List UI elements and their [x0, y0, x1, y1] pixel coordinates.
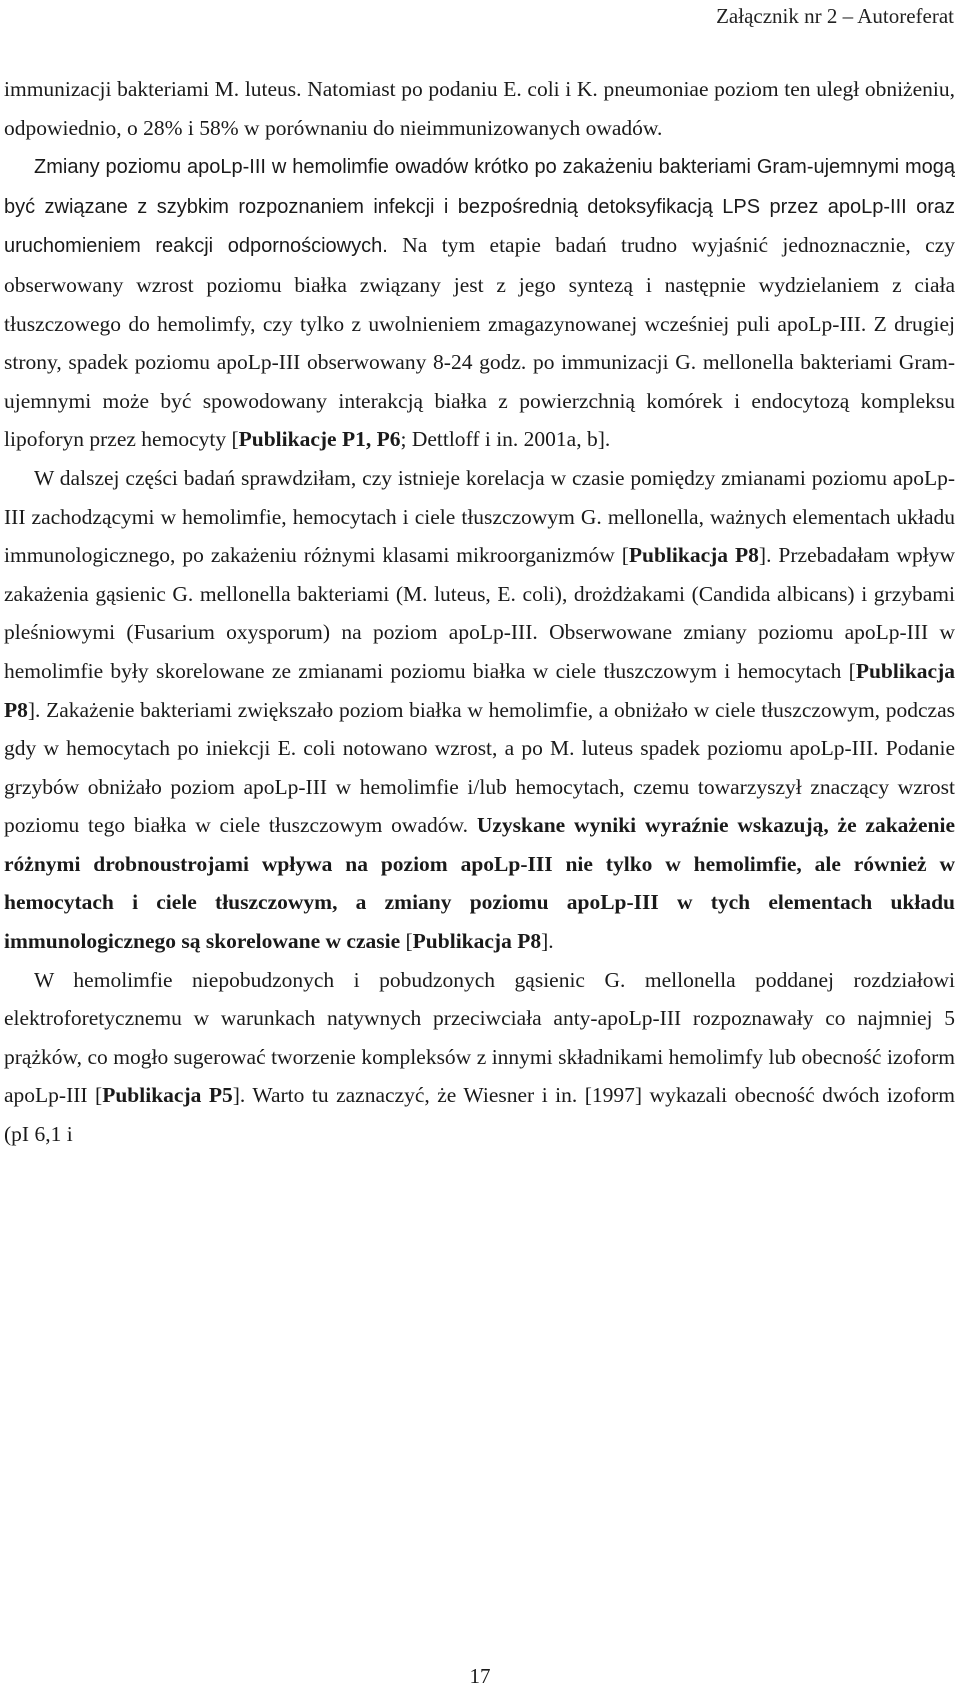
paragraph-3-text-3: ]. Zakażenie bakteriami zwiększało poziom białka w hemolimfie, a obniżało w ciele tłuszczowym, podczas gdy w hemocytach po iniekcji E. coli notowano wzrost, a po M. luteus spadek poziomu apoLp-III. Podanie grzybów obniżało poziom apoLp-III w hemolimfie i/lub hemocytach, czemu towarzyszył znaczący wzrost poziomu tego białka w ciele tłuszczowym owadów.	[4, 697, 955, 838]
citation-publikacja-p8: Publikacja P8	[628, 543, 759, 568]
paragraph-2-citation-tail: ; Dettloff i in. 2001a, b].	[400, 427, 611, 452]
citation-publikacje: Publikacje P1, P6	[238, 427, 401, 452]
paragraph-3-text-4: [	[400, 929, 413, 954]
paragraph-4	[4, 961, 955, 1154]
key-conclusion: Uzyskane wyniki wyraźnie wskazują, że zakażenie różnymi drobnoustrojami wpływa na poziom apoLp-III nie tylko w hemolimfie, ale również w hemocytach i ciele tłuszczowym, a zmiany poziomu apoLp-III w tych elementach układu immunologicznego są skorelowane w czasie	[4, 813, 955, 954]
citation-publikacja-p8: Publikacja P8	[412, 929, 542, 954]
paragraph-2-text: Na tym etapie badań trudno wyjaśnić jednoznacznie, czy obserwowany wzrost poziomu białka związany jest z jego syntezą i następnie wydzielaniem z ciała tłuszczowego do hemolimfy, czy tylko z uwolnieniem zmagazynowanej wcześniej puli apoLp-III. Z drugiej strony, spadek poziomu apoLp-III obserwowany 8-24 godz. po immunizacji G. mellonella bakteriami Gram-ujemnymi może być spowodowany interakcją białka z powierzchnią komórek i endocytozą kompleksu lipoforyn przez hemocyty [	[4, 233, 955, 452]
paragraph-1: immunizacji bakteriami M. luteus. Natomiast po podaniu E. coli i K. pneumoniae poziom ten uległ obniżeniu, odpowiednio, o 28% i 58% w porównaniu do nieimmunizowanych owadów.	[4, 77, 955, 140]
document-body	[4, 70, 955, 1154]
paragraph-2-sans-text: Zmiany poziomu apoLp-III w hemolimfie owadów krótko po zakażeniu bakteriami Gram-ujemnymi mogą być związane z szybkim rozpoznaniem infekcji i bezpośrednią detoksyfikacją LPS przez apoLp-III oraz uruchomieniem reakcji odpornościowych.	[4, 156, 955, 258]
paragraph-3	[4, 459, 955, 961]
paragraph-3-text-1: W dalszej części badań sprawdziłam, czy istnieje korelacja w czasie pomiędzy zmianami poziomu apoLp-III zachodzącymi w hemolimfie, hemocytach i ciele tłuszczowym G. mellonella, ważnych elementach układu immunologicznego, po zakażeniu różnymi klasami mikroorganizmów [	[4, 465, 955, 568]
citation-publikacja-p5: Publikacja P5	[102, 1083, 233, 1108]
paragraph-4-text-1: W hemolimfie niepobudzonych i pobudzonych gąsienic G. mellonella poddanej rozdziałowi elektroforetycznemu w warunkach natywnych przeciwciała anty-apoLp-III rozpoznawały co najmniej 5 prążków, co mogło sugerować tworzenie kompleksów z innymi składnikami hemolimfy lub obecność izoform apoLp-III [	[4, 967, 955, 1108]
paragraph-3-text-2: ]. Przebadałam wpływ zakażenia gąsienic G. mellonella bakteriami (M. luteus, E. coli), drożdżakami (Candida albicans) i grzybami pleśniowymi (Fusarium oxysporum) na poziom apoLp-III. Obserwowane zmiany poziomu apoLp-III w hemolimfie były skorelowane ze zmianami poziomu białka w ciele tłuszczowym i hemocytach [	[4, 543, 955, 683]
page-header: Załącznik nr 2 – Autoreferat	[716, 4, 954, 28]
paragraph-4-text-2: ]. Warto tu zaznaczyć, że Wiesner i in. [1997] wykazali obecność dwóch izoform (pI 6,1 i	[4, 1083, 955, 1147]
citation-publikacja-p8: Publikacja P8	[4, 658, 955, 722]
page-number: 17	[469, 1664, 491, 1688]
paragraph-3-text-5: ].	[541, 929, 554, 954]
paragraph-2	[4, 147, 955, 459]
